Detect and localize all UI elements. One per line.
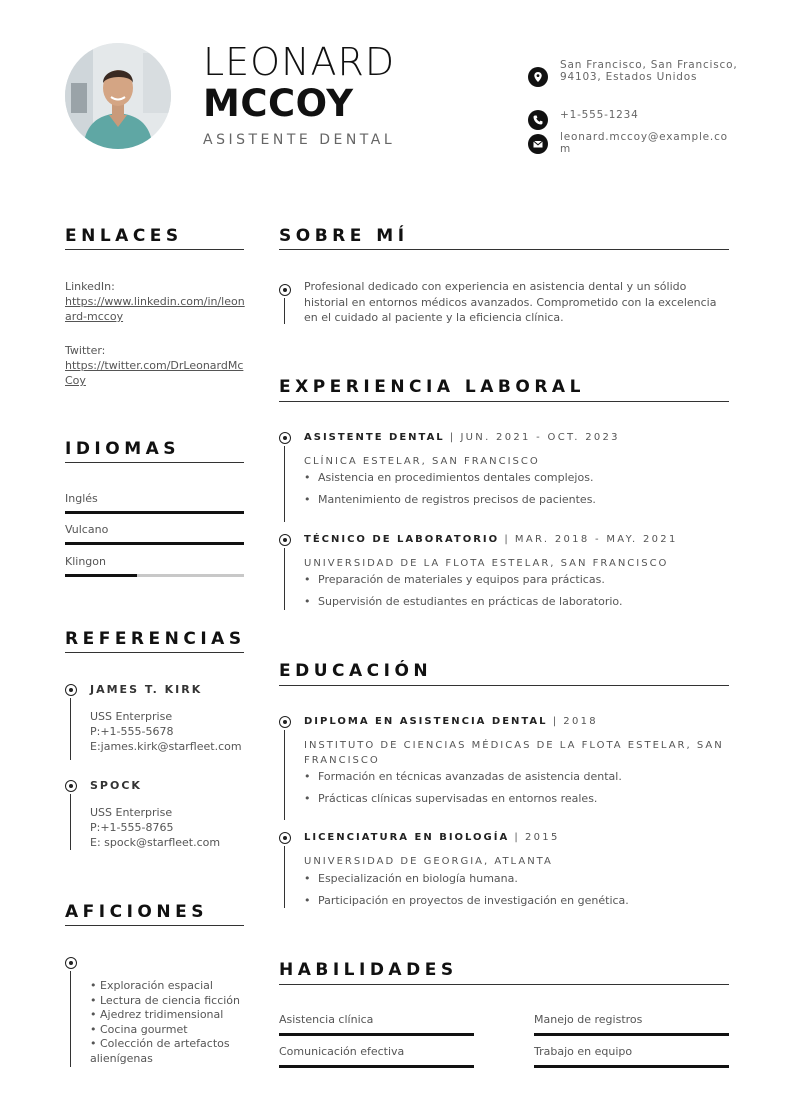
- profile-photo-image: [65, 43, 171, 149]
- experience-org: CLÍNICA ESTELAR, SAN FRANCISCO: [304, 456, 540, 467]
- hobbies-divider: [65, 925, 244, 926]
- language-level-fill: [65, 511, 244, 514]
- contact-email: [528, 131, 738, 155]
- contact-address-text: San Francisco, San Francisco, 94103, Estados Unidos: [560, 59, 738, 83]
- skill-bar: [534, 1033, 729, 1036]
- experience-dates: JUN. 2021 - OCT. 2023: [460, 432, 620, 443]
- list-item: • Colección de artefactos alienígenas: [90, 1037, 230, 1065]
- timeline-line: [70, 971, 71, 1067]
- about-title: SOBRE MÍ: [279, 226, 409, 246]
- language-name: Vulcano: [65, 523, 109, 536]
- contact-email-text[interactable]: leonard.mccoy@example.com: [560, 131, 728, 155]
- education-org: INSTITUTO DE CIENCIAS MÉDICAS DE LA FLOTA ESTELAR, SAN FRANCISCO: [304, 740, 724, 766]
- language-level-bar: [65, 542, 244, 545]
- timeline-dot: [279, 284, 291, 296]
- experience-role: ASISTENTE DENTAL: [304, 432, 445, 443]
- timeline-line: [284, 730, 285, 820]
- language-level-fill: [65, 542, 244, 545]
- language-name: Inglés: [65, 492, 98, 505]
- education-divider: [279, 685, 729, 686]
- language-level-bar: [65, 574, 244, 577]
- link-linkedin: [65, 279, 245, 324]
- timeline-dot: [279, 534, 291, 546]
- education-heading: DIPLOMA EN ASISTENCIA DENTAL | 2018: [304, 716, 598, 727]
- timeline-line: [284, 548, 285, 610]
- reference-name: SPOCK: [90, 779, 142, 792]
- education-dates: 2018: [563, 716, 598, 727]
- experience-bullet: • Preparación de materiales y equipos para prácticas.: [304, 573, 605, 586]
- language-level-bar: [65, 511, 244, 514]
- reference-phone: P:+1-555-8765: [90, 821, 174, 834]
- about-text: Profesional dedicado con experiencia en asistencia dental y un sólido historial en entornos médicos avanzados. Comprometido con la excelencia en el cuidado al paciente y la eficiencia clínica.: [304, 280, 717, 324]
- reference-name: JAMES T. KIRK: [90, 683, 203, 696]
- link-twitter: [65, 343, 245, 388]
- education-bullet: • Especialización en biología humana.: [304, 872, 518, 885]
- experience-bullet: • Asistencia en procedimientos dentales complejos.: [304, 471, 594, 484]
- experience-divider: [279, 401, 729, 402]
- experience-role: TÉCNICO DE LABORATORIO: [304, 534, 500, 545]
- skill-name: Trabajo en equipo: [534, 1045, 633, 1058]
- reference-phone: P:+1-555-5678: [90, 725, 174, 738]
- skill-name: Asistencia clínica: [279, 1013, 374, 1026]
- timeline-dot: [65, 684, 77, 696]
- contact-address: [528, 59, 738, 87]
- education-bullet: • Prácticas clínicas supervisadas en entornos reales.: [304, 792, 598, 805]
- hobbies-title: AFICIONES: [65, 902, 208, 922]
- location-pin-icon: [528, 67, 548, 87]
- link-linkedin-url[interactable]: https://www.linkedin.com/in/leonard-mccoy: [65, 295, 245, 323]
- contact-phone-text[interactable]: +1-555-1234: [560, 109, 639, 121]
- skill-name: Comunicación efectiva: [279, 1045, 405, 1058]
- education-bullet: • Participación en proyectos de investigación en genética.: [304, 894, 629, 907]
- phone-icon: [528, 110, 548, 130]
- list-item: • Lectura de ciencia ficción: [90, 993, 241, 1007]
- link-linkedin-label: LinkedIn:: [65, 280, 115, 293]
- reference-org: USS Enterprise: [90, 806, 173, 819]
- language-level-fill: [65, 574, 137, 577]
- skill-name: Manejo de registros: [534, 1013, 643, 1026]
- list-item: • Cocina gourmet: [90, 1022, 188, 1036]
- languages-divider: [65, 462, 244, 463]
- skills-title: HABILIDADES: [279, 960, 458, 980]
- reference-email: E:james.kirk@starfleet.com: [90, 740, 242, 753]
- skill-bar: [534, 1065, 729, 1068]
- skill-bar: [279, 1033, 474, 1036]
- timeline-line: [284, 446, 285, 522]
- reference-email: E: spock@starfleet.com: [90, 836, 221, 849]
- experience-dates: MAR. 2018 - MAY. 2021: [514, 534, 678, 545]
- links-title: ENLACES: [65, 226, 183, 246]
- reference-details: [90, 805, 220, 850]
- timeline-dot: [279, 716, 291, 728]
- last-name: MCCOY: [203, 82, 354, 125]
- experience-org: UNIVERSIDAD DE LA FLOTA ESTELAR, SAN FRANCISCO: [304, 558, 669, 569]
- references-title: REFERENCIAS: [65, 629, 246, 649]
- education-title: EDUCACIÓN: [279, 661, 433, 681]
- profile-photo: [65, 43, 171, 149]
- languages-title: IDIOMAS: [65, 439, 181, 459]
- timeline-line: [70, 794, 71, 850]
- first-name: LEONARD: [203, 40, 396, 84]
- education-heading: LICENCIATURA EN BIOLOGÍA | 2015: [304, 832, 560, 843]
- education-degree: LICENCIATURA EN BIOLOGÍA: [304, 832, 510, 843]
- timeline-line: [284, 298, 285, 324]
- education-dates: 2015: [524, 832, 560, 843]
- reference-details: [90, 709, 242, 754]
- language-name: Klingon: [65, 555, 106, 568]
- job-title: ASISTENTE DENTAL: [203, 132, 396, 148]
- experience-heading: TÉCNICO DE LABORATORIO | MAR. 2018 - MAY. 2021: [304, 534, 678, 545]
- skill-bar: [279, 1065, 474, 1068]
- experience-bullet: • Supervisión de estudiantes en prácticas de laboratorio.: [304, 595, 623, 608]
- timeline-dot: [279, 432, 291, 444]
- timeline-dot: [65, 780, 77, 792]
- reference-org: USS Enterprise: [90, 710, 173, 723]
- contact-phone: [528, 106, 738, 130]
- about-divider: [279, 249, 729, 250]
- references-divider: [65, 652, 244, 653]
- experience-title: EXPERIENCIA LABORAL: [279, 377, 585, 397]
- link-twitter-label: Twitter:: [65, 344, 106, 357]
- timeline-line: [284, 846, 285, 908]
- envelope-icon: [528, 134, 548, 154]
- education-degree: DIPLOMA EN ASISTENCIA DENTAL: [304, 716, 548, 727]
- experience-heading: ASISTENTE DENTAL | JUN. 2021 - OCT. 2023: [304, 432, 620, 443]
- list-item: • Exploración espacial: [90, 979, 213, 992]
- timeline-line: [70, 698, 71, 760]
- education-bullet: • Formación en técnicas avanzadas de asistencia dental.: [304, 770, 622, 783]
- skills-divider: [279, 984, 729, 985]
- hobbies-list: [90, 979, 250, 1066]
- experience-bullet: • Mantenimiento de registros precisos de pacientes.: [304, 493, 596, 506]
- list-item: • Ajedrez tridimensional: [90, 1008, 224, 1021]
- timeline-dot: [279, 832, 291, 844]
- education-org: UNIVERSIDAD DE GEORGIA, ATLANTA: [304, 856, 553, 867]
- timeline-dot: [65, 957, 77, 969]
- links-divider: [65, 249, 244, 250]
- link-twitter-url[interactable]: https://twitter.com/DrLeonardMcCoy: [65, 359, 244, 387]
